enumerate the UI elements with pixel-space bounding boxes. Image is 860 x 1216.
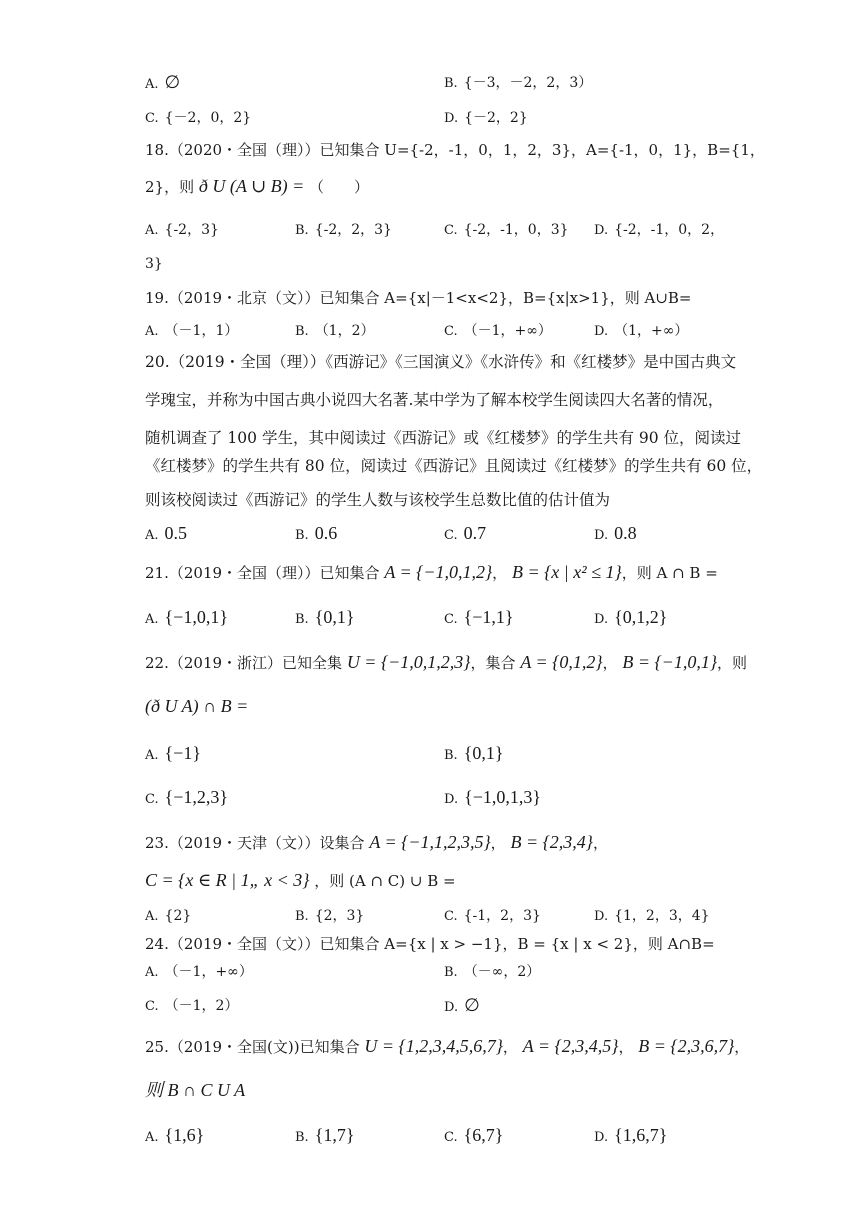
q24-option-b: B. （－∞，2） (444, 964, 541, 980)
q20-stem-line4: 《红楼梦》的学生共有 80 位，阅读过《西游记》且阅读过《红楼梦》的学生共有 60 位， (145, 457, 763, 475)
q22-option-d: D. {−1,0,1,3} (444, 787, 542, 807)
q24-option-a: A. （－1，+∞） (145, 964, 253, 980)
q23-option-a: A. {2} (145, 908, 192, 924)
q22-option-b: B. {0,1} (444, 743, 504, 763)
q20-stem-line5: 则该校阅读过《西游记》的学生人数与该校学生总数比值的估计值为 (145, 491, 611, 509)
q23-stem-line1: 23.（2019・天津（文））设集合 A = {−1,1,2,3,5}， B = {2,3,4}， (145, 832, 609, 852)
q25-option-d: D. {1,6,7} (594, 1125, 668, 1145)
q20-option-d: D. 0.8 (594, 523, 637, 543)
q17-option-a: A. ∅ (145, 72, 181, 92)
q24-option-c: C. （－1，2） (145, 998, 239, 1014)
q18-stem-line1: 18.（2020・全国（理））已知集合 U={-2，-1，0，1，2，3}，A={-1，0，1}，B={1， (145, 141, 765, 159)
q20-stem-line2: 学瑰宝，并称为中国古典小说四大名著.某中学为了解本校学生阅读四大名著的情况， (145, 391, 724, 409)
q22-stem-line2: (ð U A) ∩ B = (145, 696, 249, 716)
q17-option-c: C. {－2，0，2} (145, 110, 252, 126)
q19-stem: 19.（2019・北京（文））已知集合 A={x|－1<x<2}，B={x|x>1}，则 A∪B= (145, 289, 692, 307)
q19-option-a: A. （－1，1） (145, 323, 239, 339)
q23-stem-line2: C = {x ∈ R | 1„ x < 3} ，则 (A ∩ C) ∪ B = (145, 870, 456, 890)
q18-option-d-wrap: 3} (145, 256, 163, 272)
q18-option-d: D. {-2，-1，0，2， (594, 222, 725, 238)
q18-option-c: C. {-2，-1，0，3} (444, 222, 569, 238)
q18-option-a: A. {-2，3} (145, 222, 219, 238)
q21-option-a: A. {−1,0,1} (145, 607, 228, 627)
q19-option-c: C. （－1，+∞） (444, 323, 552, 339)
q22-option-a: A. {−1} (145, 743, 201, 763)
q17-option-d: D. {－2，2} (444, 110, 528, 126)
q20-stem-line3: 随机调查了 100 学生，其中阅读过《西游记》或《红楼梦》的学生共有 90 位，阅读过 (145, 429, 742, 447)
q17-option-b: B. {－3，－2，2，3） (444, 75, 593, 91)
q23-option-b: B. {2，3} (295, 908, 365, 924)
q20-option-a: A. 0.5 (145, 523, 188, 543)
q19-option-b: B. （1，2） (295, 323, 375, 339)
q23-option-c: C. {-1，2，3} (444, 908, 541, 924)
q23-option-d: D. {1，2，3，4} (594, 908, 710, 924)
q21-stem: 21.（2019・全国（理））已知集合 A = {−1,0,1,2}， B = {x | x² ≤ 1}，则 A ∩ B = (145, 562, 718, 582)
q24-option-d: D. ∅ (444, 995, 480, 1015)
q20-stem-line1: 20.（2019・全国（理））《西游记》《三国演义》《水浒传》和《红楼梦》是中国古典文 (145, 353, 737, 371)
q22-option-c: C. {−1,2,3} (145, 787, 229, 807)
q25-option-b: B. {1,7} (295, 1125, 355, 1145)
q24-stem: 24.（2019・全国（文））已知集合 A={x | x > −1}，B = {x | x < 2}，则 A∩B= (145, 935, 715, 953)
q21-option-d: D. {0,1,2} (594, 607, 668, 627)
q19-option-d: D. （1，+∞） (594, 323, 689, 339)
q20-option-b: B. 0.6 (295, 523, 338, 543)
q21-option-b: B. {0,1} (295, 607, 355, 627)
q25-option-a: A. {1,6} (145, 1125, 205, 1145)
q21-option-c: C. {−1,1} (444, 607, 514, 627)
q18-math-complement: ð U (A ∪ B) = (198, 176, 305, 196)
q25-option-c: C. {6,7} (444, 1125, 504, 1145)
q25-stem-line1: 25.（2019・全国(文))已知集合 U = {1,2,3,4,5,6,7}， A = {2,3,4,5}， B = {2,3,6,7}， (145, 1036, 750, 1056)
q22-stem-line1: 22.（2019・浙江）已知全集 U = {−1,0,1,2,3}，集合 A = {0,1,2}， B = {−1,0,1}，则 (145, 652, 748, 672)
q20-option-c: C. 0.7 (444, 523, 487, 543)
q25-stem-line2: 则 B ∩ C U A (145, 1080, 246, 1100)
q18-stem-line2: 2}，则 ð U (A ∪ B) = （ ） (145, 176, 370, 196)
q18-option-b: B. {-2，2，3} (295, 222, 392, 238)
